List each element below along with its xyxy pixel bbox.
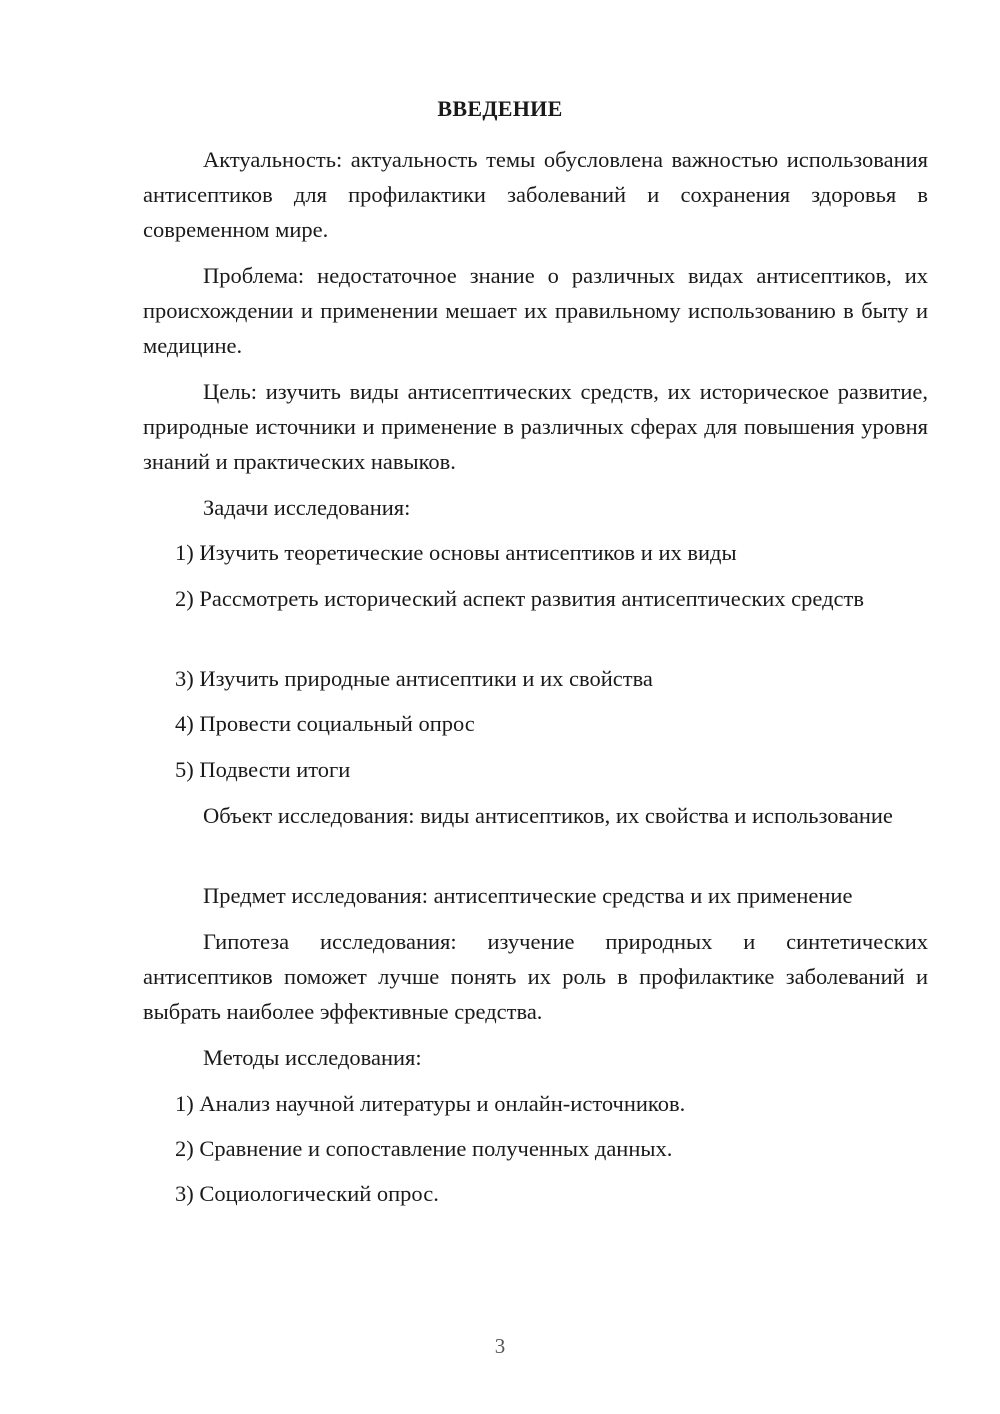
object-paragraph: Объект исследования: виды антисептиков, их свойства и использование <box>203 803 893 828</box>
page-title: ВВЕДЕНИЕ <box>437 96 563 121</box>
task-item-2: 2) Рассмотреть исторический аспект развития антисептических средств <box>175 586 864 611</box>
method-item-1: 1) Анализ научной литературы и онлайн-источников. <box>175 1091 686 1116</box>
method-item-3: 3) Социологический опрос. <box>175 1181 439 1206</box>
page-number: 3 <box>494 1334 506 1358</box>
relevance-paragraph: Актуальность: актуальность темы обусловлена важностью использования антисептиков для профилактики заболеваний и сохранения здоровья в современном мире. <box>143 147 928 242</box>
method-item-2: 2) Сравнение и сопоставление полученных данных. <box>175 1136 673 1161</box>
task-item-4: 4) Провести социальный опрос <box>175 711 475 736</box>
problem-paragraph: Проблема: недостаточное знание о различных видах антисептиков, их происхождении и применении мешает их правильному использованию в быту и медицине. <box>143 263 928 358</box>
methods-heading: Методы исследования: <box>203 1045 422 1070</box>
goal-paragraph: Цель: изучить виды антисептических средств, их историческое развитие, природные источники и применение в различных сферах для повышения уровня знаний и практических навыков. <box>143 379 928 474</box>
task-item-5: 5) Подвести итоги <box>175 757 351 782</box>
task-item-3: 3) Изучить природные антисептики и их свойства <box>175 666 653 691</box>
subject-paragraph: Предмет исследования: антисептические средства и их применение <box>203 883 853 908</box>
task-item-1: 1) Изучить теоретические основы антисептиков и их виды <box>175 540 737 565</box>
tasks-heading: Задачи исследования: <box>203 495 411 520</box>
hypothesis-paragraph: Гипотеза исследования: изучение природных и синтетических антисептиков поможет лучше понять их роль в профилактике заболеваний и выбрать наиболее эффективные средства. <box>143 929 928 1024</box>
